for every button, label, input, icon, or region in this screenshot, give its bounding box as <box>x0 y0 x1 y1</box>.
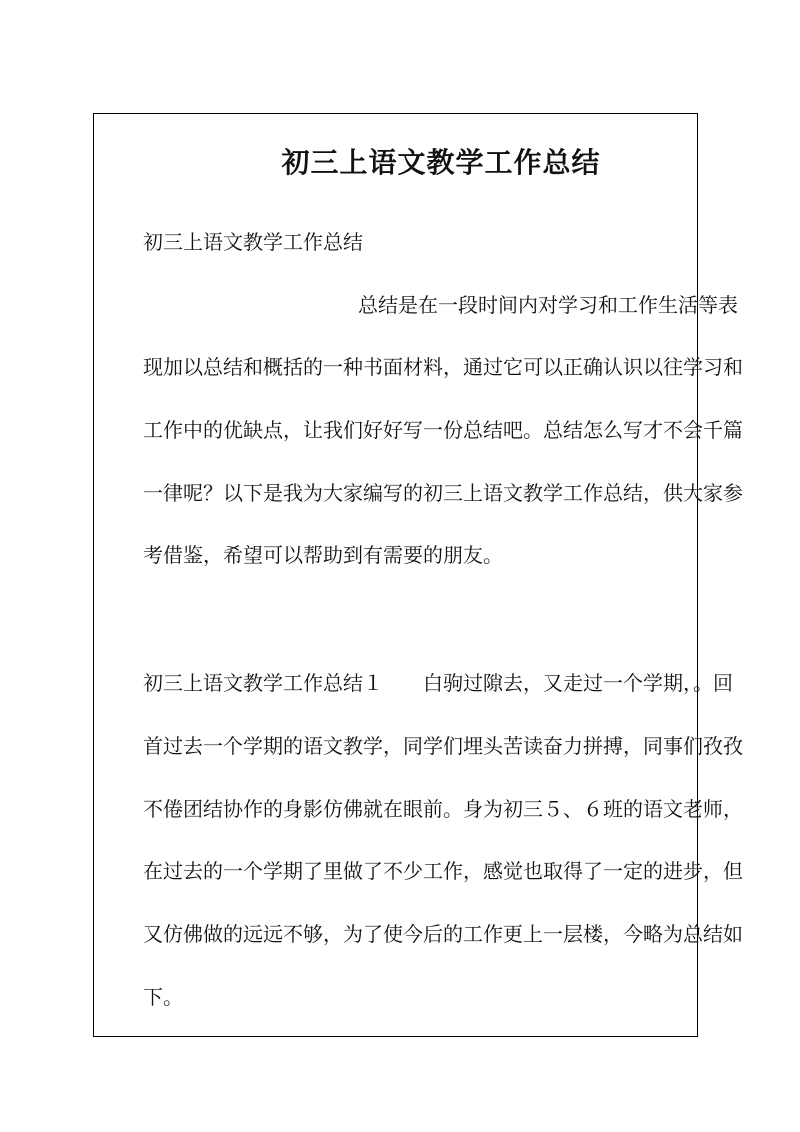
intro-line: 现加以总结和概括的一种书面材料，通过它可以正确认识以往学习和 <box>143 355 743 379</box>
section-1-line: 下。 <box>143 985 183 1009</box>
section-1-line: 首过去一个学期的语文教学，同学们埋头苦读奋力拼搏，同事们孜孜 <box>143 734 743 758</box>
document-title: 初三上语文教学工作总结 <box>281 146 601 179</box>
section-1-line: 又仿佛做的远远不够，为了使今后的工作更上一层楼，今略为总结如 <box>143 922 743 946</box>
intro-line: 总结是在一段时间内对学习和工作生活等表 <box>358 293 738 317</box>
intro-line: 考借鉴，希望可以帮助到有需要的朋友。 <box>143 543 503 567</box>
intro-line: 工作中的优缺点，让我们好好写一份总结吧。总结怎么写才不会千篇 <box>143 418 743 442</box>
section-1-line: 在过去的一个学期了里做了不少工作，感觉也取得了一定的进步，但 <box>143 859 743 883</box>
document-subtitle: 初三上语文教学工作总结 <box>143 230 363 254</box>
intro-line: 一律呢？以下是我为大家编写的初三上语文教学工作总结，供大家参 <box>143 481 743 505</box>
section-1-line: 不倦团结协作的身影仿佛就在眼前。身为初三５、６班的语文老师， <box>143 797 743 821</box>
section-1-line: 初三上语文教学工作总结１ 白驹过隙去，又走过一个学期，。回 <box>143 671 733 695</box>
